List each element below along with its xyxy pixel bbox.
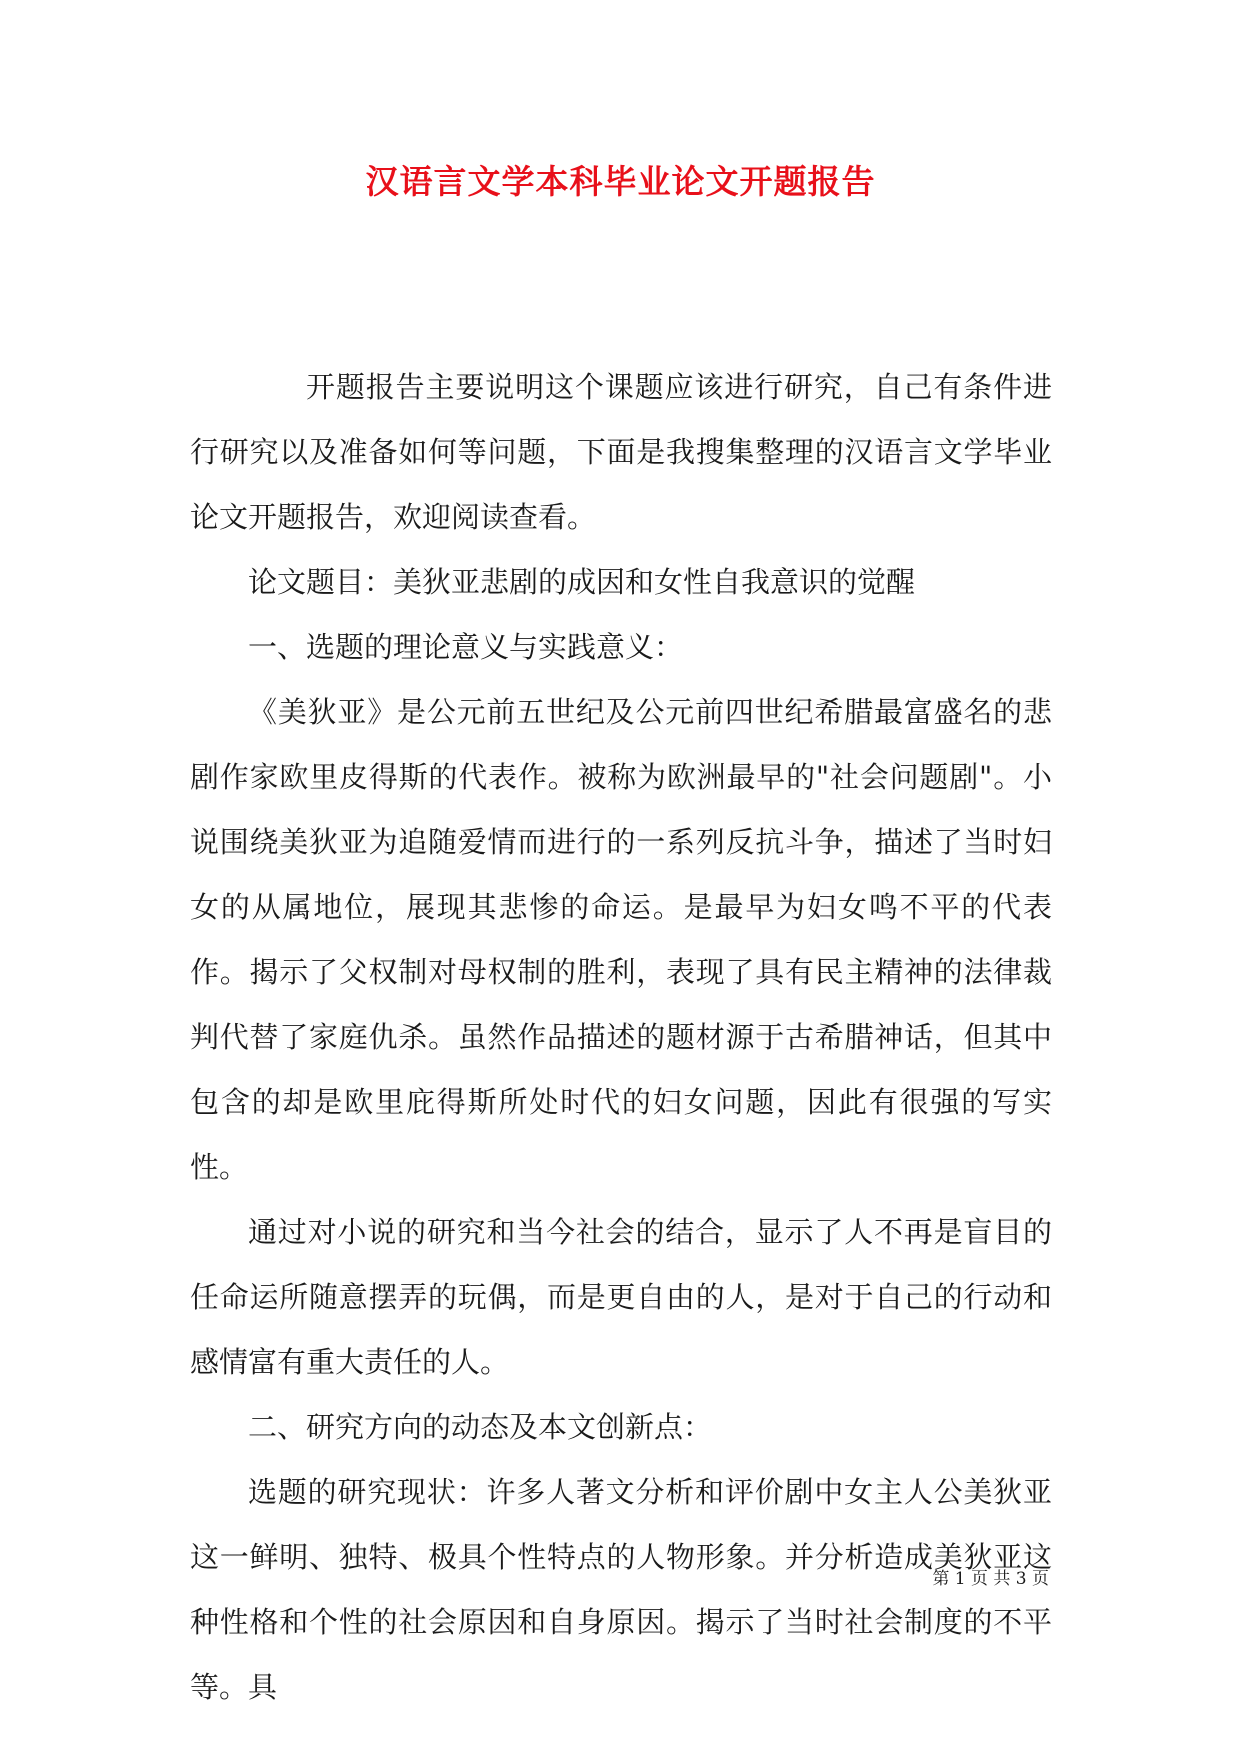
document-body (190, 355, 1052, 1720)
section-heading-significance: 一、选题的理论意义与实践意义： (248, 630, 684, 664)
document-title: 汉语言文学本科毕业论文开题报告 (365, 162, 876, 201)
research-status-paragraph: 选题的研究现状：许多人著文分析和评价剧中女主人公美狄亚这一鲜明、独特、极具个性特点的人物形象。并分析造成美狄亚这种性格和个性的社会原因和自身原因。揭示了当时社会制度的不平等。具 (190, 1475, 1052, 1704)
section-heading-research-trends: 二、研究方向的动态及本文创新点： (248, 1410, 713, 1444)
page-number-footer: 第 1 页 共 3 页 (932, 1569, 1049, 1589)
significance-paragraph-2: 通过对小说的研究和当今社会的结合，显示了人不再是盲目的任命运所随意摆弄的玩偶，而是更自由的人，是对于自己的行动和感情富有重大责任的人。 (190, 1215, 1052, 1379)
significance-paragraph: 《美狄亚》是公元前五世纪及公元前四世纪希腊最富盛名的悲剧作家欧里皮得斯的代表作。被称为欧洲最早的"社会问题剧"。小说围绕美狄亚为追随爱情而进行的一系列反抗斗争，描述了当时妇女的从属地位，展现其悲惨的命运。是最早为妇女鸣不平的代表作。揭示了父权制对母权制的胜利，表现了具有民主精神的法律裁判代替了家庭仇杀。虽然作品描述的题材源于古希腊神话，但其中包含的却是欧里庇得斯所处时代的妇女问题，因此有很强的写实性。 (190, 695, 1052, 1184)
intro-paragraph: 开题报告主要说明这个课题应该进行研究，自己有条件进行研究以及准备如何等问题，下面是我搜集整理的汉语言文学毕业论文开题报告，欢迎阅读查看。 (190, 370, 1052, 534)
thesis-title-paragraph: 论文题目：美狄亚悲剧的成因和女性自我意识的觉醒 (248, 565, 916, 599)
